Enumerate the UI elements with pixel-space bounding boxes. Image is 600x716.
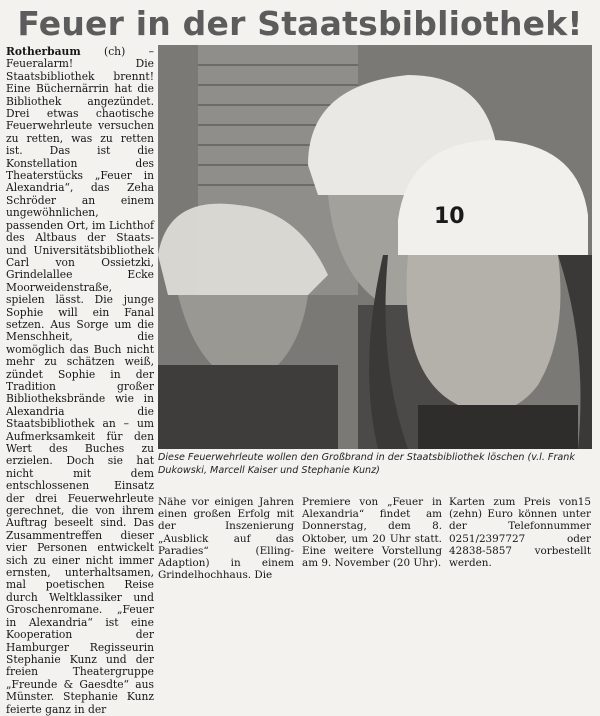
article-bottom-column-3: Karten zum Preis von15 (zehn) Euro können unter der Telefonnummer 0251/2397727 oder 42838-5857 vorbestellt werden.: [449, 496, 591, 570]
headline: Feuer in der Staatsbibliothek!: [17, 4, 583, 43]
article-bottom-column-1: Nähe vor einigen Jahren einen großen Erfolg mit der Inszenierung „Ausblick auf das Paradies“ (Elling-Adaption) in einem Grindelhochhaus. Die: [158, 496, 294, 582]
article-photo: [158, 45, 592, 449]
helmet-number: 10: [434, 204, 465, 229]
firefighters-photo: [158, 45, 592, 449]
dateline: Rotherbaum: [6, 45, 81, 58]
article-bottom-column-2: Premiere von „Feuer in Alexandria“ findet am Donnerstag, dem 8. Oktober, um 20 Uhr statt. Eine weitere Vorstellung am 9. November (20 Uhr).: [302, 496, 442, 570]
article-text-left: (ch) – Feueralarm! Die Staatsbibliothek brennt! Eine Büchernärrin hat die Bibliothek angezündet. Drei etwas chaotische Feuerwehrleute versuchen zu retten, was zu retten ist. Das ist die Konstellation des Theaterstücks „Feuer in Alexandria“, das Zeha Schröder an einem ungewöhnlichen, passenden Ort, im Lichthof des Altbaus der Staats- und Universitätsbibliothek Carl von Ossietzki, Grindelallee Ecke Moorweidenstraße, spielen lässt. Die junge Sophie will ein Fanal setzen. Aus Sorge um die Menschheit, die womöglich das Buch nicht mehr zu schätzen weiß, zündet Sophie in der Tradition großer Bibliotheksbrände wie in Alexandria die Staatsbibliothek an – um Aufmerksamkeit für den Wert des Buches zu erzielen. Doch sie hat nicht mit dem entschlossenen Einsatz der drei Feuerwehrleute gerechnet, die von ihrem Auftrag beseelt sind. Das Zusammentreffen dieser vier Personen entwickelt sich zu einer nicht immer ernsten, unterhaltsamen, mal poetischen Reise durch Weltklassiker und Groschenromane. „Feuer in Alexandria“ ist eine Kooperation der Hamburger Regisseurin Stephanie Kunz und der freien Theatergruppe „Freunde & Gaesdte“ aus Münster. Stephanie Kunz feierte ganz in der: [6, 45, 154, 716]
article-left-column: [6, 45, 154, 716]
photo-caption: Diese Feuerwehrleute wollen den Großbrand in der Staatsbibliothek löschen (v.l. Frank Dukowski, Marcell Kaiser und Stephanie Kunz): [158, 452, 575, 476]
